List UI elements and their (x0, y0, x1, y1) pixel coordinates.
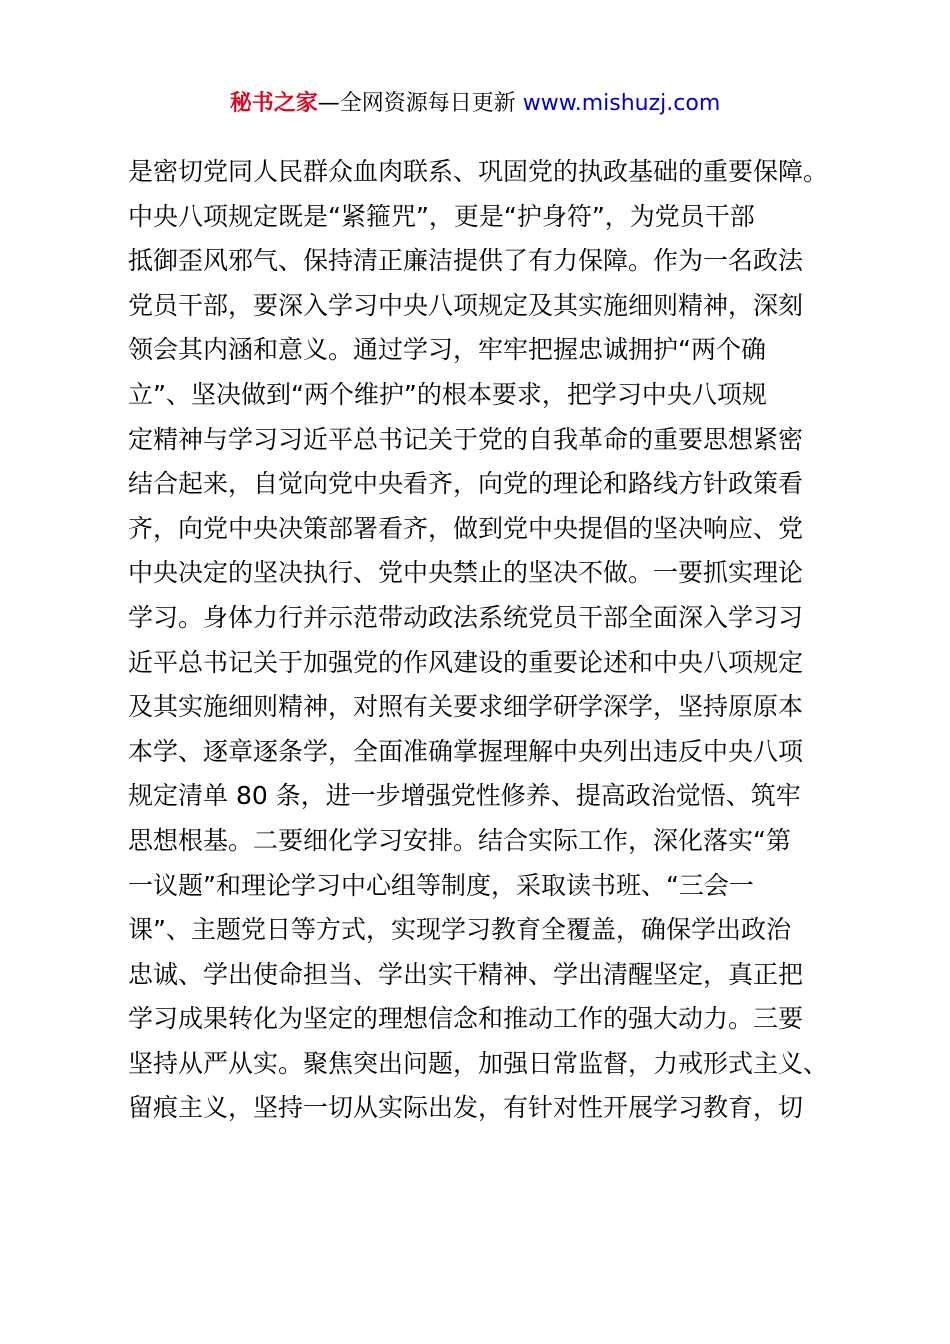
website-link[interactable]: www.mishuzj.com (522, 91, 721, 116)
text-line: 忠诚、学出使命担当、学出实干精神、学出清醒坚定，真正把 (128, 959, 804, 989)
text-line: 学习成果转化为坚定的理想信念和推动工作的强大动力。三要 (128, 1004, 804, 1034)
text-line: 党员干部，要深入学习中央八项规定及其实施细则精神，深刻 (128, 290, 804, 320)
header-tagline: —全网资源每日更新 (317, 91, 523, 116)
text-line: 及其实施细则精神，对照有关要求细学研学深学，坚持原原本 (128, 692, 804, 722)
text-line: 规定清单 80 条，进一步增强党性修养、提高政治觉悟、筑牢 (128, 781, 801, 811)
text-line: 一议题”和理论学习中心组等制度，采取读书班、“三会一 (128, 870, 754, 900)
text-line: 本学、逐章逐条学，全面准确掌握理解中央列出违反中央八项 (128, 736, 804, 766)
text-line: 定精神与学习习近平总书记关于党的自我革命的重要思想紧密 (128, 424, 804, 454)
text-line: 中央八项规定既是“紧箍咒”，更是“护身符”，为党员干部 (128, 201, 755, 231)
page-header (0, 88, 950, 120)
brand-name: 秘书之家 (229, 91, 318, 116)
text-line: 近平总书记关于加强党的作风建设的重要论述和中央八项规定 (128, 647, 804, 677)
text-line: 抵御歪风邪气、保持清正廉洁提供了有力保障。作为一名政法 (128, 246, 804, 276)
text-line: 齐，向党中央决策部署看齐，做到党中央提倡的坚决响应、党 (128, 513, 804, 543)
text-line: 是密切党同人民群众血肉联系、巩固党的执政基础的重要保障。 (128, 157, 829, 186)
text-line: 留痕主义，坚持一切从实际出发，有针对性开展学习教育，切 (128, 1093, 804, 1123)
document-body (128, 150, 868, 1131)
text-line: 中央决定的坚决执行、党中央禁止的坚决不做。一要抓实理论 (128, 558, 804, 588)
text-line: 课”、主题党日等方式，实现学习教育全覆盖，确保学出政治 (128, 915, 791, 945)
text-line: 领会其内涵和意义。通过学习，牢牢把握忠诚拥护“两个确 (128, 335, 766, 365)
text-line: 立”、坚决做到“两个维护”的根本要求，把学习中央八项规 (128, 379, 767, 409)
text-line: 思想根基。二要细化学习安排。结合实际工作，深化落实“第 (128, 825, 791, 855)
text-line: 学习。身体力行并示范带动政法系统党员干部全面深入学习习 (128, 602, 804, 632)
text-line: 结合起来，自觉向党中央看齐，向党的理论和路线方针政策看 (128, 469, 804, 499)
text-line: 坚持从严从实。聚焦突出问题，加强日常监督，力戒形式主义、 (128, 1048, 829, 1078)
